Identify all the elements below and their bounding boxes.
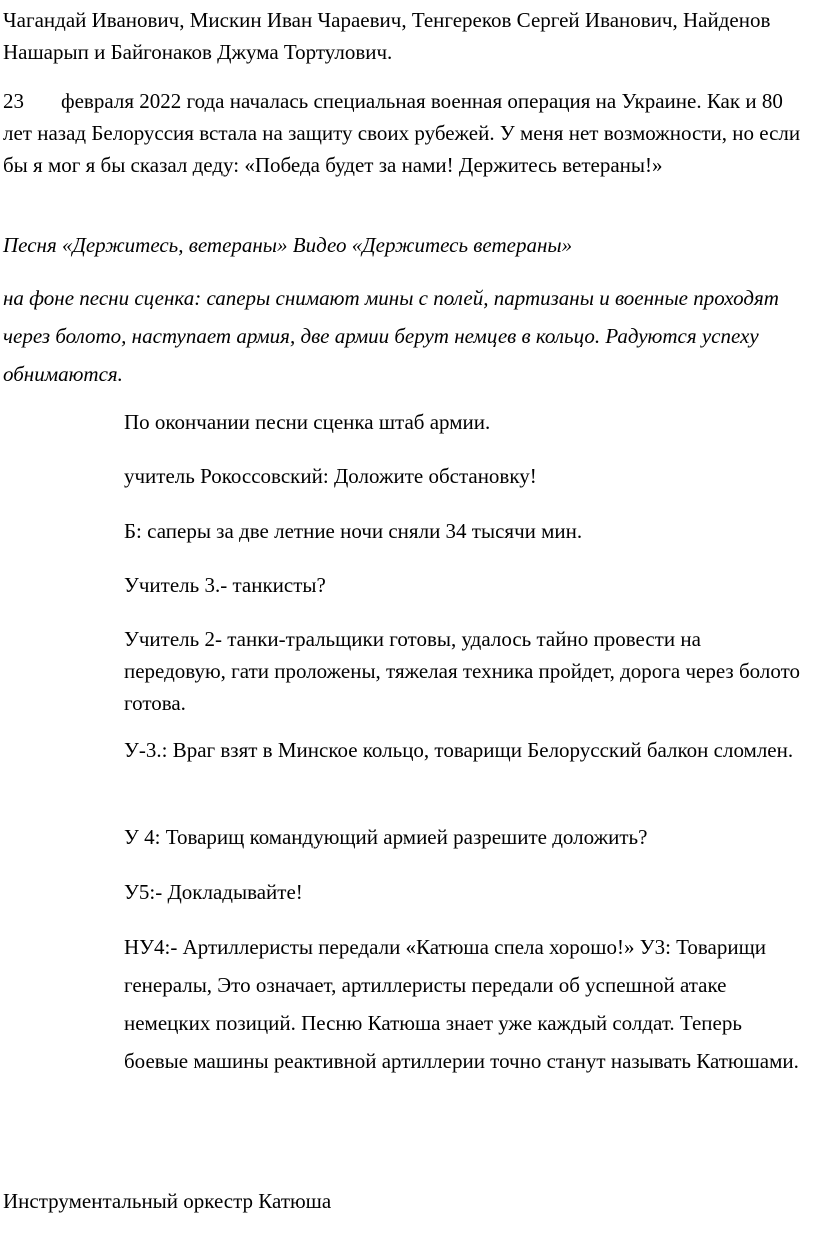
intro-names: Чагандай Иванович, Мискин Иван Чараевич, Тенгереков Сергей Иванович, Найденов Нашарып и Байгонаков Джума Тортулович.	[3, 8, 771, 64]
scene-description: на фоне песни сценка: саперы снимают мины с полей, партизаны и военные проходят через болото, наступает армия, две армии берут немцев в кольцо. Радуются успеху обнимаются.	[3, 286, 779, 386]
paragraph-number: 23	[3, 89, 24, 113]
dialogue-line-7: У 4: Товарищ командующий армией разрешите доложить?	[124, 825, 648, 849]
dialogue-line-4: Учитель 3.- танкисты?	[124, 573, 326, 597]
dialogue-line-9: НУ4:- Артиллеристы передали «Катюша спела хорошо!» У3: Товарищи генералы, Это означает, артиллеристы передали об успешной атаке немецких позиций. Песню Катюша знает уже каждый солдат. Теперь боевые машины реактивной артиллерии точно станут называть Катюшами.	[124, 935, 799, 1073]
dialogue-line-2: учитель Рокоссовский: Доложите обстановку!	[124, 464, 537, 488]
closing-line: Инструментальный оркестр Катюша	[3, 1189, 332, 1213]
paragraph-operation-text: февраля 2022 года началась специальная военная операция на Украине. Как и 80 лет назад Белоруссия встала на защиту своих рубежей. У меня нет возможности, но если бы я мог я бы сказал деду: «Победа будет за нами! Держитесь ветераны!»	[3, 89, 801, 177]
paragraph-operation	[3, 85, 813, 181]
dialogue-line-5: Учитель 2- танки-тральщики готовы, удалось тайно провести на передовую, гати проложены, тяжелая техника пройдет, дорога через болото готова.	[124, 627, 800, 715]
dialogue-line-1: По окончании песни сценка штаб армии.	[124, 410, 491, 434]
dialogue-line-3: Б: саперы за две летние ночи сняли 34 тысячи мин.	[124, 519, 583, 543]
dialogue-line-8: У5:- Докладывайте!	[124, 880, 303, 904]
song-line: Песня «Держитесь, ветераны» Видео «Держитесь ветераны»	[3, 233, 573, 257]
dialogue-line-6: У-3.: Враг взят в Минское кольцо, товарищи Белорусский балкон сломлен.	[124, 738, 794, 762]
